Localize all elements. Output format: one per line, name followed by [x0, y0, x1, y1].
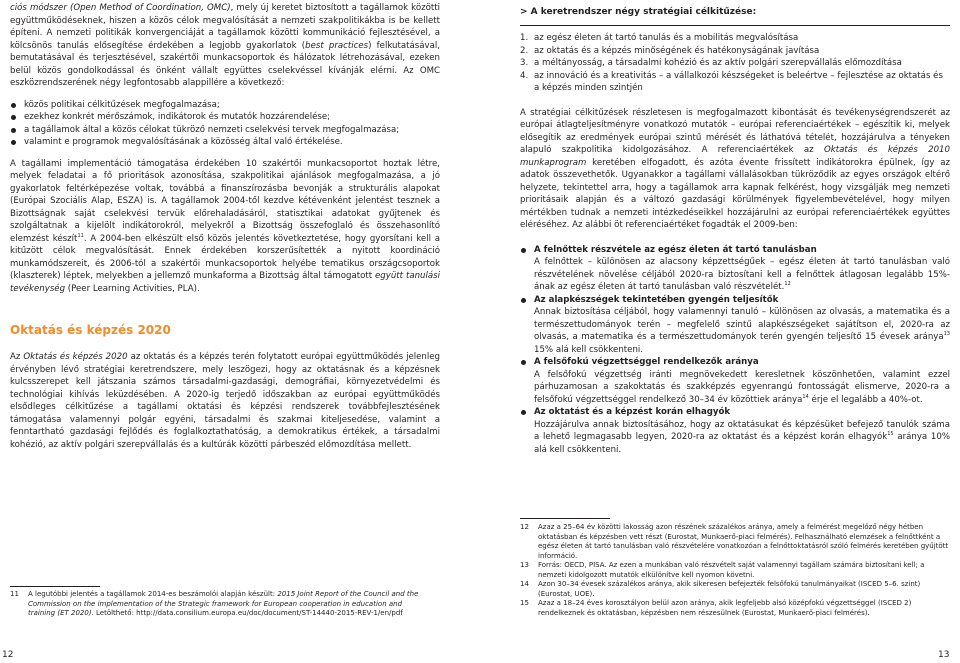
benchmarks-list	[520, 244, 950, 457]
list-item: Az oktatást és a képzést korán elhagyók Hozzájárulva annak biztosításához, hogy az oktatásukat és képzésüket befejező tanulók száma a lehető legmagasabb legyen, 2020-ra az oktatást és a képzést korán elhagyók$^{15}$ aránya 10% alá kell csökkenteni.	[520, 406, 950, 456]
strategic-goals-list	[520, 32, 950, 95]
footnote: 13 Forrás: OECD, PISA. Az ezen a munkában való részvételt saját valamennyi tagállam számára biztosítani kell; a nemzeti kidolgozott mutatók elkülönítve kell nyomon követni.	[520, 561, 925, 579]
implementation-paragraph: A tagállami implementáció támogatása érdekében 10 szakértői munkacsoportot hoztak létre, melyek feladatai a fő prioritások azonosítása, szakpolitikai ajánlások megfogalmazása, a jó gyakorlatok feltérképezése voltak, továbbá a finanszírozásba bevonják a strukturális alapokat (Európai Szociális Alap, ESZA) is. A tagállamok 2004-től kezdve kétévenként jelentést tesznek a Bizottságnak saját cselekvési tervük előrehaladásáról, statisztikai adatokat gyűjtenek és szolgáltatnak a kijelölt indikátorokról, melyekről a Bizottság összefoglaló és összehasonlító elemzést készít$^{11}$. A 2004-ben elkészült első közös jelentés következtetése, hogy gyorsítani kell a kitűzött célok megvalósítását. Ennek érdekében korszerűsítették a nyitott koordináció munkamódszereit, és 2006-tól a szakértői munkacsoportok helyébe tematikus országcsoportok (klaszterek) léptek, melyekben a jellemző munkaforma a Bizottság által támogatott együtt tanulási tevékenység (Peer Learning Activities, PLA).	[10, 158, 441, 294]
list-item: A felnőttek részvétele az egész életen át tartó tanulásban A felnőttek – különösen az alacsony képzettségűek – egész életen át tartó tanulásban való részvételének növelése céljából 2020-ra biztosítani kell a felnőttek átlagosan legalább 15%-ának az egész életen át tartó tanulásban való részvételét.$^{12}$	[520, 244, 950, 294]
right-page	[520, 0, 950, 456]
section-title: Oktatás és képzés 2020	[10, 323, 171, 337]
footnote: 11 A legutóbbi jelentés a tagállamok 2014-es beszámolói alapján készült: 2015 Joint Report of the Council and the Commission on the implementation of the Strategic framework for European cooperation in education and training (ET 2020). Letölthető: http://data.consilium.europa.eu/doc/document/ST-14440-2015-REV-1/en/pdf	[10, 590, 419, 617]
footnote: 12 Azaz a 25–64 év közötti lakosság azon részének százalékos aránya, amely a felmérést megelőző négy hétben oktatásban és képzésben vett részt (Eurostat, Munkaerő-piaci felmérés). Felhasználható elemzések a felnőttként a egész életen át tartó tanulásban való részvételére vonatkozóan a felnőttoktatásról szóló felmérés keretében gyűjtött információ.	[520, 523, 949, 560]
left-page	[10, 0, 440, 451]
list-item: 4. az innováció és a kreativitás – a vállalkozói készségeket is beleértve – fejlesztése az oktatás és a képzés minden szintjén	[520, 70, 943, 93]
page-number-right: 13	[938, 650, 950, 660]
list-item: 2. az oktatás és a képzés minőségének és hatékonyságának javítása	[520, 45, 820, 56]
list-item: valamint e programok megvalósításának a közösség által való értékelése.	[10, 136, 440, 149]
list-item: közös politikai célkitűzések megfogalmazása;	[10, 99, 440, 112]
list-item: A felsőfokú végzettséggel rendelkezők aránya A felsőfokú végzettség iránti megnövekedett keresletnek köszönhetően, valamint ezzel párhuzamosan a szakoktatás és szakképzés egyenrangú fontosságát elismerve, 2020-ra a felsőfokú végzettséggel rendelkező 30–34 év közöttiek aránya$^{14}$ érje el legalább a 40%-ot.	[520, 356, 950, 406]
benchmarks-paragraph: A stratégiai célkitűzések részletesen is megfogalmazott kibontását és tevékenységrendszerét az európai átlagteljesítményre vonatkozó mutatók – európai referenciaértékek – egészítik ki, melyek elősegítik az eredmények európai szintű mérését és láthatóvá tételét, hozzájárulva a tényeken alapuló szakpolitika kidolgozásához. A referenciaértékek az Oktatás és képzés 2010 munkaprogram keretében elfogadott, és azóta évente frissített indikátorokra épülnek, így az adatok összevethetők. Ugyanakkor a tagállami vállalásokban tükröződik az egyes országok eltérő helyzete, tekintettel arra, hogy a tagállamok arra kapnak felkérést, hogy vizsgálják meg nemzeti prioritásaik alapján és a változó gazdasági körülmények figyelembevételével, hogy milyen mértékben tudnak a nemzeti intézkedéseikkel hozzájárulni az európai referenciaértékek együttes eléréséhez. Az alábbi öt referenciaértéket fogadták el 2009-ben:	[520, 107, 950, 230]
footnote-divider	[10, 586, 100, 587]
list-item: a tagállamok által a közös célokat tükröző nemzeti cselekvési tervek megfogalmazása;	[10, 124, 440, 137]
list-item: Az alapkészségek tekintetében gyengén teljesítők Annak biztosítása céljából, hogy valamennyi tanuló – különösen az olvasás, a matematika és a természettudományok terén – megfelelő szintű alapkészségeket sajátítson el, 2020-ra az olvasás, a matematika és a természettudományok terén gyengén teljesítő 15 évesek aránya$^{13}$ 15% alá kell csökkenteni.	[520, 294, 950, 357]
footnote-divider	[520, 518, 610, 519]
list-item: ezekhez konkrét mérőszámok, indikátorok és mutatók hozzárendelése;	[10, 111, 440, 124]
goals-divider	[520, 25, 950, 26]
list-item: 1. az egész életen át tartó tanulás és a mobilitás megvalósítása	[520, 33, 799, 43]
intro-paragraph: ciós módszer (Open Method of Coordination, OMC), mely új keretet biztosított a tagállamok közötti együttműködéseknek, hiszen a közös célok megvalósítását a nemzeti szakpolitikákba is be kellett építeni. A nemzeti politikák konvergenciáját a tagállamok közötti kommunikáció fejlesztésével, a kölcsönös tanulás elősegítése érdekében a legjobb gyakorlatok (best practices) felkutatásával, bemutatásával és terjesztésével, szakértői munkacsoportok és hálózatok létrehozásával, ezeken belül közös gondolkodással és önként vállalt együttes cselekvéssel kívánják elérni. Az OMC eszközrendszerének négy legfontosabb alappillére a következő:	[10, 3, 440, 88]
right-footnotes	[520, 518, 950, 618]
left-footnotes	[10, 586, 430, 619]
footnote: 15 Azaz a 18–24 éves korosztályon belül azon aránya, akik legfeljebb alsó középfokú végzettséggel (ISCED 2) rendelkeznek és oktatásban, képzésben nem részesülnek (Eurostat, Munkaerő-piaci felmérés).	[520, 599, 912, 617]
page-number-left: 12	[2, 650, 14, 660]
omc-pillars-list	[10, 99, 440, 149]
et2020-paragraph: Az Oktatás és képzés 2020 az oktatás és a képzés terén folytatott európai együttműködés jelenleg érvényben lévő stratégiai keretrendszere, mely leszögezi, hogy az oktatásnak és a képzésnek kulcsszerepet kell játszania számos társadalmi-gazdasági, demográfiai, környezetvédelmi és technológiai kihívás leküzdésében. A 2020-ig terjedő időszakban az európai együttműködés elsődleges célkitűzése a tagállami oktatási és képzési rendszerek továbbfejlesztésének támogatása valamennyi polgár egyéni, társadalmi és szakmai kiteljesedése, valamint a fenntartható gazdasági fejlődés és foglalkoztathatóság, a demokratikus értékek, a társadalmi kohézió, az aktív polgári szerepvállalás és a kultúrák közötti párbeszéd előmozdítása mellett.	[10, 352, 440, 450]
footnote: 14 Azon 30–34 évesek százalékos aránya, akik sikeresen befejezték felsőfokú tanulmányaikat (ISCED 5–6. szint) (Eurostat, UOE).	[520, 580, 921, 598]
goals-box-title: > A keretrendszer négy stratégiai célkitűzése:	[520, 7, 757, 17]
list-item: 3. a méltányosság, a társadalmi kohézió és az aktív polgári szerepvállalás előmozdítása	[520, 58, 902, 68]
